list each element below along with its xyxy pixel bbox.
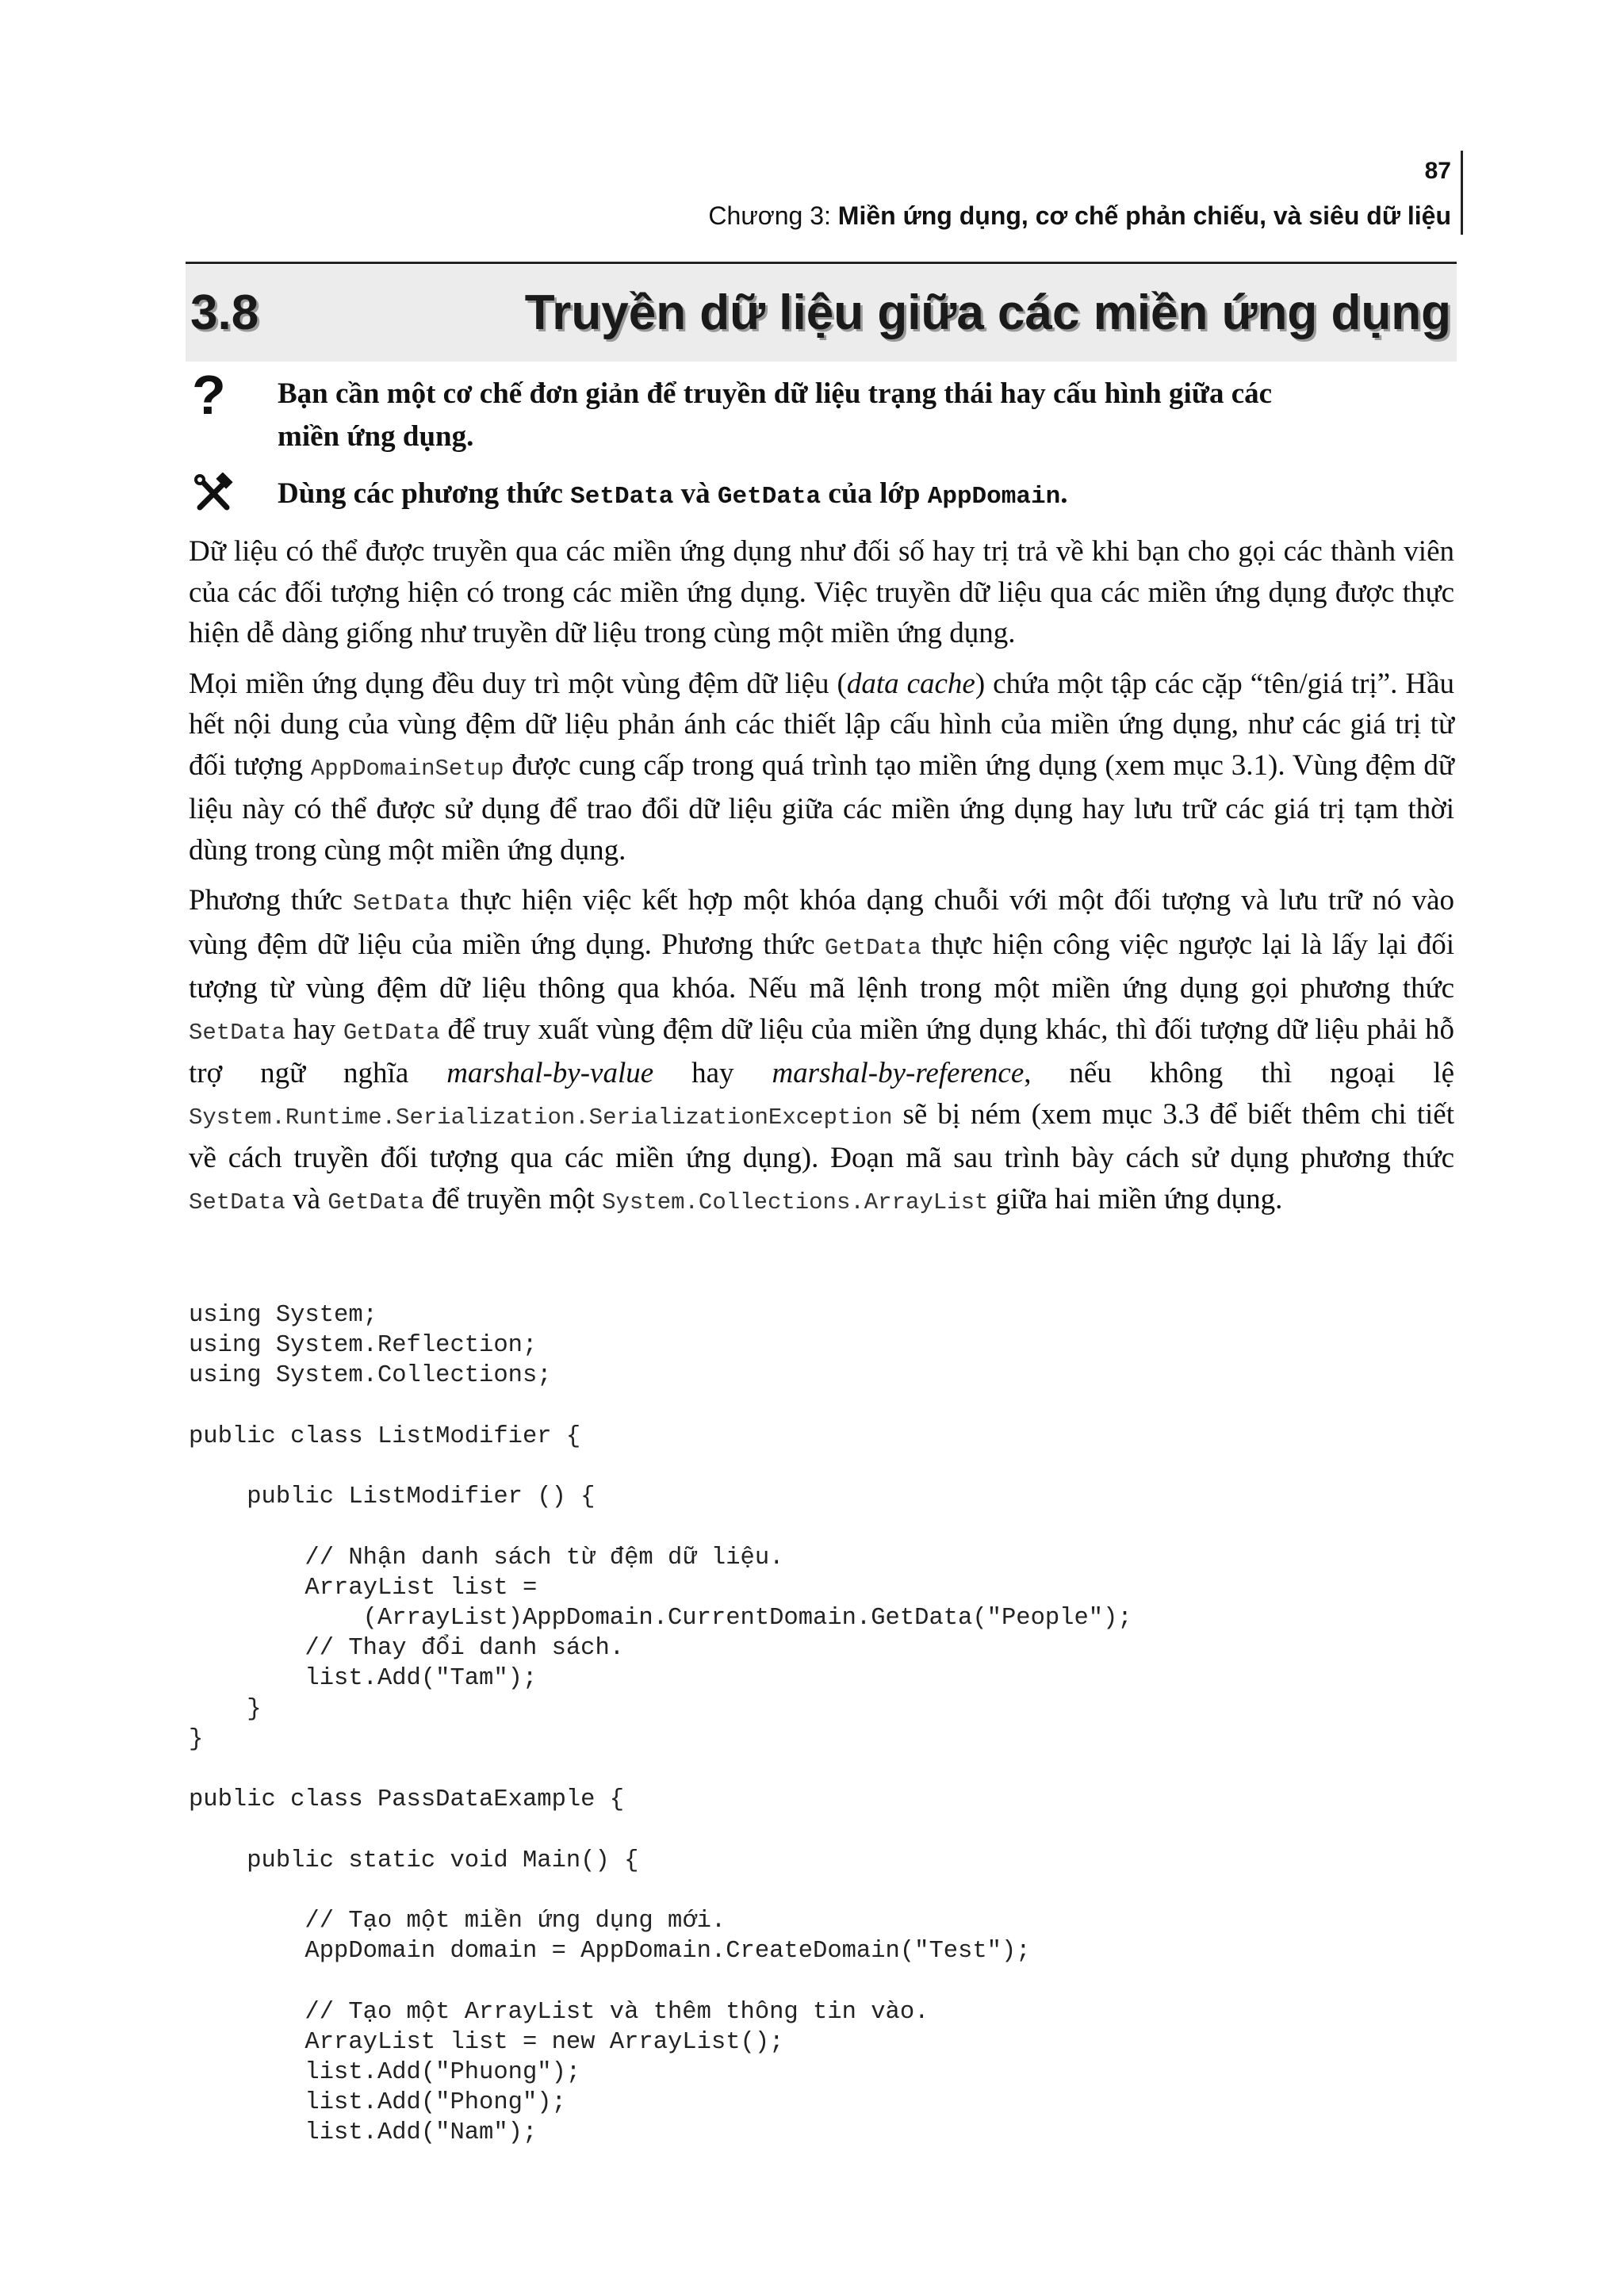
code-term: SetData	[570, 483, 674, 511]
chapter-prefix: Chương 3:	[708, 201, 838, 230]
text-run: giữa hai miền ứng dụng.	[988, 1182, 1283, 1215]
section-number: 3.8	[190, 285, 259, 340]
problem-text	[278, 373, 1453, 458]
emphasis-term: data cache	[846, 667, 975, 700]
code-term: SetData	[189, 1189, 285, 1215]
text-run: , nếu không thì ngoại lệ	[1024, 1057, 1454, 1089]
code-term: SetData	[189, 1019, 285, 1046]
header-vertical-rule	[1461, 151, 1463, 235]
tools-icon	[192, 473, 247, 519]
text-run: để truy xuất vùng đệm dữ liệu của miền ứng dụng khác, thì đối tượng dữ liệu phải hỗ trợ ngữ nghĩa	[189, 1013, 1454, 1089]
text-run: Phương thức	[189, 884, 353, 917]
code-term: AppDomain	[927, 483, 1061, 511]
text-run: hay	[653, 1057, 772, 1089]
text-run: Mọi miền ứng dụng đều duy trì một vùng đệm dữ liệu (	[189, 667, 847, 700]
text-run: để truyền một	[424, 1182, 603, 1215]
problem-statement	[192, 364, 1453, 461]
text-run: ) chứa một tập các cặp “tên/giá trị”. Hầu hết nội dung của vùng đệm dữ liệu phản ánh các thiết lập cấu hình của miền ứng dụng, như các giá trị từ đối tượng	[189, 667, 1455, 782]
section-title: Truyền dữ liệu giữa các miền ứng dụng	[524, 285, 1451, 340]
code-term: AppDomainSetup	[310, 755, 504, 782]
solution-text	[278, 473, 1453, 519]
code-term: System.Runtime.Serialization.SerializationException	[189, 1104, 893, 1131]
text-run: và	[285, 1182, 328, 1215]
page-number: 87	[1424, 158, 1451, 184]
text-run: hay	[285, 1013, 343, 1046]
solution-text-part: .	[1060, 477, 1068, 510]
code-term: GetData	[717, 483, 822, 511]
question-icon: ?	[192, 364, 226, 426]
chapter-title: Miền ứng dụng, cơ chế phản chiếu, và siêu dữ liệu	[837, 201, 1451, 230]
emphasis-term: marshal-by-value	[446, 1057, 654, 1089]
code-term: SetData	[353, 890, 450, 917]
emphasis-term: marshal-by-reference	[772, 1057, 1025, 1089]
text-run: thực hiện công việc ngược lại là lấy lại đối tượng từ vùng đệm dữ liệu thông qua khóa. Nếu mã lệnh trong một miền ứng dụng gọi phương thức	[189, 928, 1454, 1005]
code-term: System.Collections.ArrayList	[602, 1189, 989, 1215]
solution-text-part: của lớp	[821, 477, 928, 510]
code-listing: using System; using System.Reflection; using System.Collections; public class ListModifier { public ListModifier () { // Nhận danh sách từ đệm dữ liệu. ArrayList list = (ArrayList)AppDomain.CurrentDomain.GetData("People"); // Thay đổi danh sách. list.Add("Tam"); } } public class PassDataExample { public static void Main() { // Tạo một miền ứng dụng mới. AppDomain domain = AppDomain.CreateDomain("Test"); // Tạo một ArrayList và thêm thông tin vào. ArrayList list = new ArrayList(); list.Add("Phuong"); list.Add("Phong"); list.Add("Nam");	[189, 1302, 1132, 2147]
paragraph-3	[189, 880, 1454, 1223]
solution-text-part: và	[673, 477, 718, 510]
problem-line-2: miền ứng dụng.	[278, 420, 474, 453]
code-term: GetData	[824, 934, 921, 961]
header-horizontal-rule	[186, 262, 1457, 264]
problem-line-1: Bạn cần một cơ chế đơn giản để truyền dữ liệu trạng thái hay cấu hình giữa các	[278, 377, 1273, 410]
running-header	[708, 155, 1451, 235]
text-run: được cung cấp trong quá trình tạo miền ứng dụng (xem mục 3.1). Vùng đệm dữ liệu này có thể được sử dụng để trao đổi dữ liệu giữa các miền ứng dụng hay lưu trữ các giá trị tạm thời dùng trong cùng một miền ứng dụng.	[189, 748, 1454, 867]
chapter-heading	[708, 197, 1451, 235]
solution-statement	[192, 473, 1453, 520]
text-run: sẽ bị ném (xem mục 3.3 để biết thêm chi tiết về cách truyền đối tượng qua các miền ứng dụng). Đoạn mã sau trình bày cách sử dụng phương thức	[189, 1097, 1454, 1174]
code-term: GetData	[327, 1189, 425, 1215]
code-term: GetData	[343, 1019, 440, 1046]
paragraph-2	[189, 664, 1454, 871]
text-run: thực hiện việc kết hợp một khóa dạng chuỗi với một đối tượng và lưu trữ nó vào vùng đệm dữ liệu của miền ứng dụng. Phương thức	[189, 884, 1455, 961]
paragraph-1: Dữ liệu có thể được truyền qua các miền ứng dụng như đối số hay trị trả về khi bạn cho gọi các thành viên của các đối tượng hiện có trong các miền ứng dụng. Việc truyền dữ liệu qua các miền ứng dụng được thực hiện dễ dàng giống như truyền dữ liệu trong cùng một miền ứng dụng.	[189, 535, 1454, 649]
solution-text-part: Dùng các phương thức	[278, 477, 571, 510]
body-text	[189, 531, 1454, 1232]
